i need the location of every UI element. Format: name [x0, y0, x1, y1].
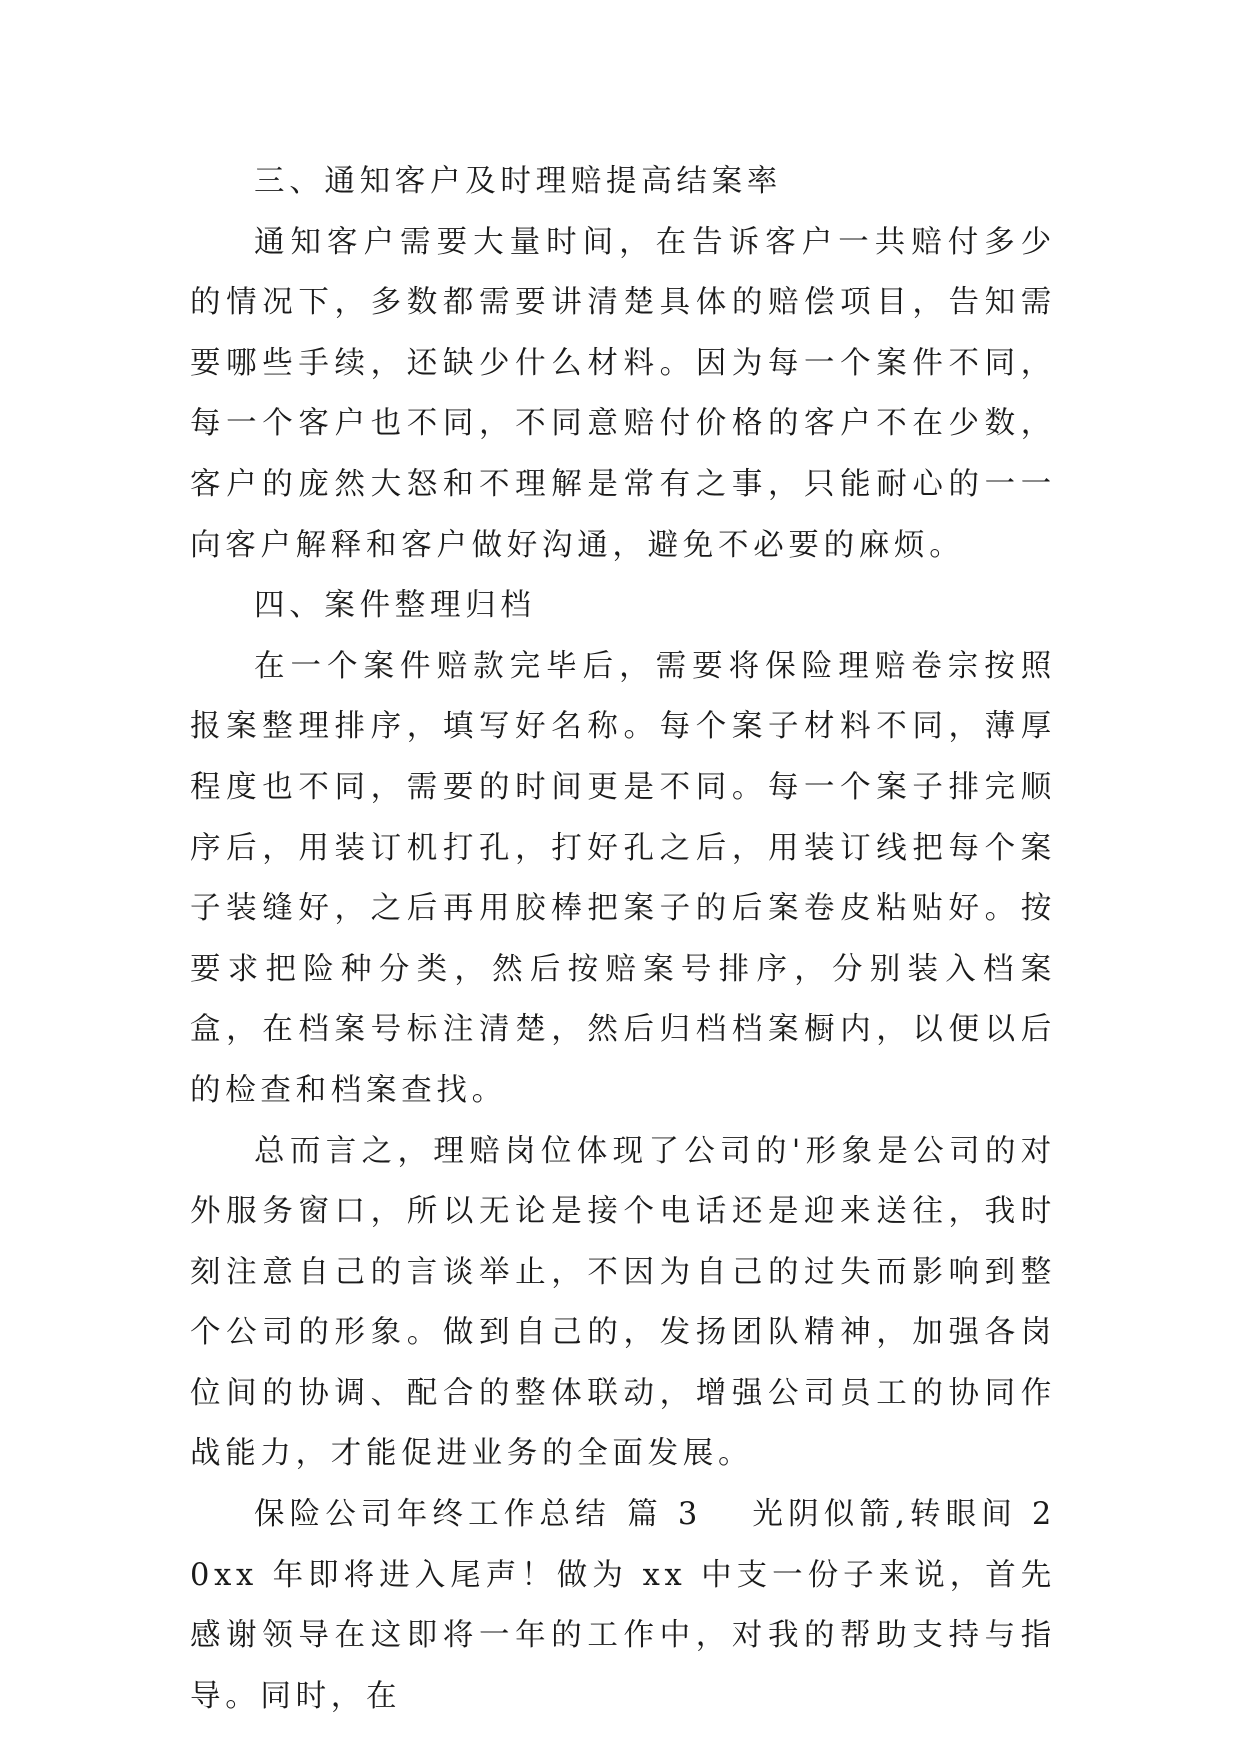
document-body [190, 152, 1056, 1727]
summary-paragraph: 总而言之，理赔岗位体现了公司的'形象是公司的对外服务窗口，所以无论是接个电话还是迎来送往，我时刻注意自己的言谈举止，不因为自己的过失而影响到整个公司的形象。做到自己的，发扬团队精神，加强各岗位间的协调、配合的整体联动，增强公司员工的协同作战能力，才能促进业务的全面发展。 [190, 1133, 1056, 1472]
section-4-paragraph: 在一个案件赔款完毕后，需要将保险理赔卷宗按照报案整理排序，填写好名称。每个案子材料不同，薄厚程度也不同，需要的时间更是不同。每一个案子排完顺序后，用装订机打孔，打好孔之后，用装订线把每个案子装缝好，之后再用胶棒把案子的后案卷皮粘贴好。按要求把险种分类，然后按赔案号排序，分别装入档案盒，在档案号标注清楚，然后归档档案橱内，以便以后的检查和档案查找。 [190, 648, 1056, 1108]
section-3-heading: 三、通知客户及时理赔提高结案率 [254, 164, 782, 199]
section-3-paragraph: 通知客户需要大量时间，在告诉客户一共赔付多少的情况下，多数都需要讲清楚具体的赔偿项目，告知需要哪些手续，还缺少什么材料。因为每一个案件不同，每一个客户也不同，不同意赔付价格的客户不在少数，客户的庞然大怒和不理解是常有之事，只能耐心的一一向客户解释和客户做好沟通，避免不必要的麻烦。 [190, 224, 1056, 563]
article-3-intro [190, 1485, 1056, 1727]
article-3-title: 保险公司年终工作总结 [254, 1497, 611, 1533]
article-3-opening: 光阴似箭,转眼间 20xx 年即将进入尾声！做为 xx 中支一份子来说，首先感谢领导在这即将一年的工作中，对我的帮助支持与指导。同时，在 [190, 1497, 1057, 1714]
section-4-heading: 四、案件整理归档 [254, 588, 536, 624]
article-3-label: 篇 3 [626, 1497, 702, 1533]
